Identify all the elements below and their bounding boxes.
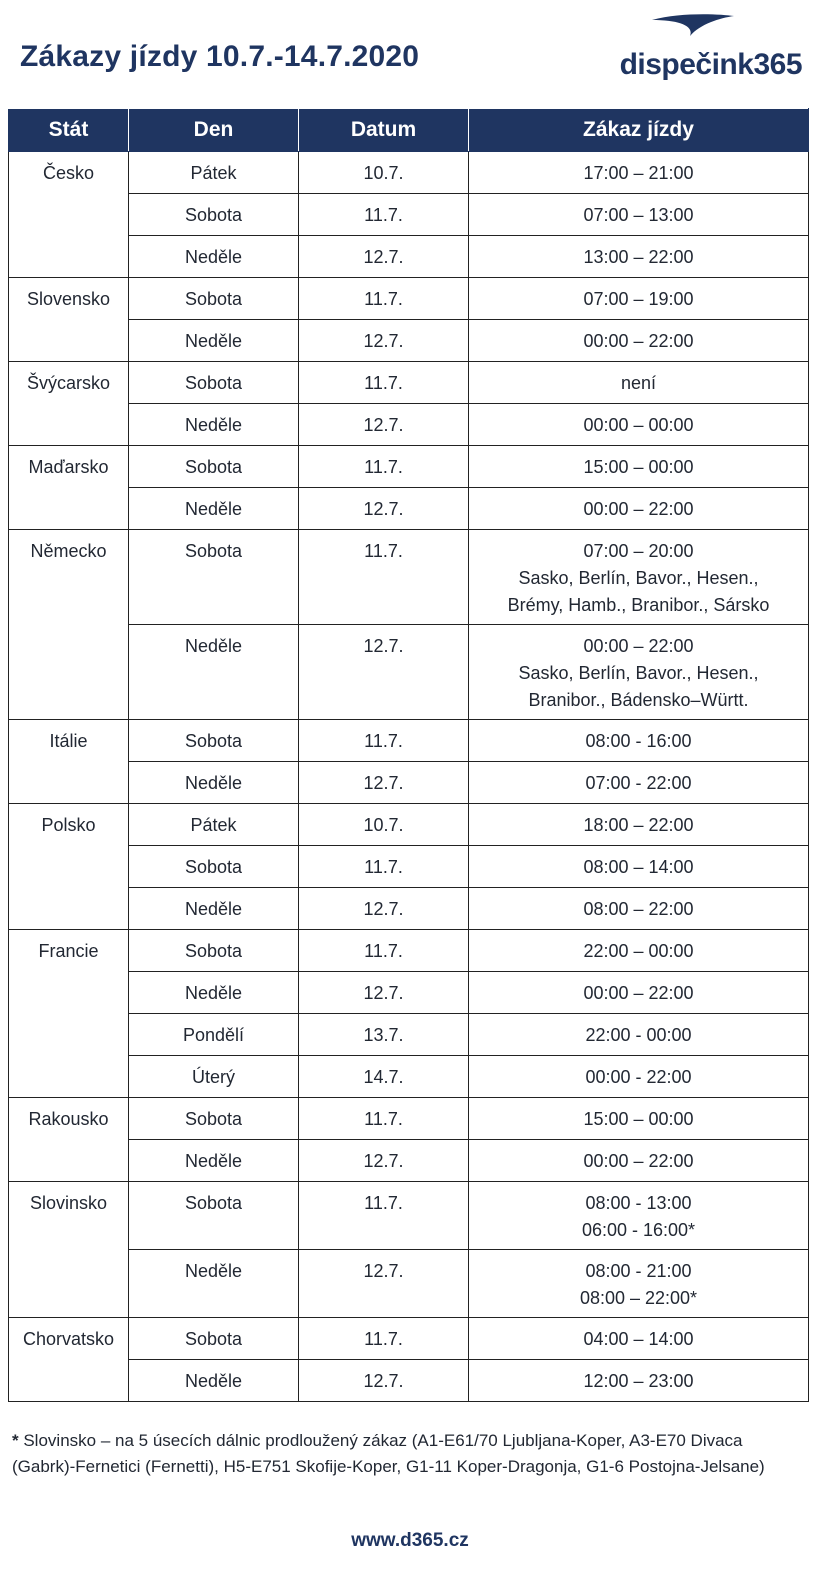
ban-cell: 18:00 – 22:00 [469, 804, 809, 846]
ban-cell: 08:00 - 16:00 [469, 720, 809, 762]
table-row [9, 1182, 809, 1250]
table-row [9, 278, 809, 320]
country-cell: Německo [9, 530, 129, 720]
date-cell: 12.7. [299, 762, 469, 804]
table-row [9, 625, 809, 720]
footnote [12, 1428, 802, 1480]
day-cell: Pátek [129, 152, 299, 194]
table-row [9, 530, 809, 625]
table-row [9, 846, 809, 888]
country-cell: Slovinsko [9, 1182, 129, 1318]
table-row [9, 720, 809, 762]
table-row [9, 1014, 809, 1056]
table-row [9, 1098, 809, 1140]
table-row [9, 930, 809, 972]
table-row [9, 320, 809, 362]
ban-cell: 07:00 - 22:00 [469, 762, 809, 804]
country-cell: Polsko [9, 804, 129, 930]
ban-cell: 00:00 – 00:00 [469, 404, 809, 446]
country-cell: Rakousko [9, 1098, 129, 1182]
date-cell: 12.7. [299, 320, 469, 362]
date-cell: 12.7. [299, 1140, 469, 1182]
day-cell: Sobota [129, 1182, 299, 1250]
ban-cell: 07:00 – 19:00 [469, 278, 809, 320]
table-row [9, 888, 809, 930]
day-cell: Sobota [129, 846, 299, 888]
ban-cell: 08:00 - 13:00 06:00 - 16:00* [469, 1182, 809, 1250]
table-row [9, 1250, 809, 1318]
date-cell: 11.7. [299, 1098, 469, 1140]
header-date: Datum [299, 109, 469, 152]
ban-cell: 00:00 - 22:00 [469, 1056, 809, 1098]
table-row [9, 1056, 809, 1098]
footnote-marker: * [12, 1431, 19, 1450]
table-row [9, 194, 809, 236]
date-cell: 11.7. [299, 720, 469, 762]
ban-cell: 12:00 – 23:00 [469, 1360, 809, 1402]
table-row [9, 152, 809, 194]
date-cell: 10.7. [299, 804, 469, 846]
table-row [9, 762, 809, 804]
day-cell: Sobota [129, 1098, 299, 1140]
table-row [9, 804, 809, 846]
ban-cell: 15:00 – 00:00 [469, 446, 809, 488]
ban-cell: 08:00 – 22:00 [469, 888, 809, 930]
country-cell: Francie [9, 930, 129, 1098]
ban-cell: 00:00 – 22:00 [469, 1140, 809, 1182]
date-cell: 12.7. [299, 972, 469, 1014]
day-cell: Neděle [129, 1360, 299, 1402]
day-cell: Sobota [129, 446, 299, 488]
day-cell: Neděle [129, 488, 299, 530]
ban-cell: 13:00 – 22:00 [469, 236, 809, 278]
day-cell: Neděle [129, 1250, 299, 1318]
day-cell: Neděle [129, 1140, 299, 1182]
ban-cell: 17:00 – 21:00 [469, 152, 809, 194]
logo-text: dispečink365 [619, 48, 802, 81]
ban-cell: 08:00 – 14:00 [469, 846, 809, 888]
date-cell: 11.7. [299, 446, 469, 488]
header-day: Den [129, 109, 299, 152]
day-cell: Neděle [129, 762, 299, 804]
date-cell: 14.7. [299, 1056, 469, 1098]
date-cell: 11.7. [299, 278, 469, 320]
header-country: Stát [9, 109, 129, 152]
day-cell: Neděle [129, 888, 299, 930]
day-cell: Sobota [129, 530, 299, 625]
date-cell: 12.7. [299, 888, 469, 930]
day-cell: Úterý [129, 1056, 299, 1098]
table-row [9, 972, 809, 1014]
table-header-row [9, 109, 809, 152]
ban-cell: 00:00 – 22:00 Sasko, Berlín, Bavor., Hesen., Branibor., Bádensko–Württ. [469, 625, 809, 720]
date-cell: 12.7. [299, 236, 469, 278]
footnote-text: Slovinsko – na 5 úsecích dálnic prodloužený zákaz (A1-E61/70 Ljubljana-Koper, A3-E70 Divaca (Gabrk)-Fernetici (Fernetti), H5-E751 Skofije-Koper, G1-11 Koper-Dragonja, G1-6 Postojna-Jelsane) [12, 1431, 765, 1476]
day-cell: Sobota [129, 362, 299, 404]
day-cell: Pondělí [129, 1014, 299, 1056]
ban-cell: 07:00 – 13:00 [469, 194, 809, 236]
country-cell: Slovensko [9, 278, 129, 362]
day-cell: Sobota [129, 1318, 299, 1360]
date-cell: 11.7. [299, 930, 469, 972]
table-row [9, 362, 809, 404]
driving-ban-table [8, 108, 809, 1402]
date-cell: 11.7. [299, 530, 469, 625]
ban-cell: 00:00 – 22:00 [469, 488, 809, 530]
ban-cell: 00:00 – 22:00 [469, 320, 809, 362]
date-cell: 12.7. [299, 488, 469, 530]
page-title: Zákazy jízdy 10.7.-14.7.2020 [20, 40, 420, 73]
date-cell: 11.7. [299, 194, 469, 236]
day-cell: Neděle [129, 625, 299, 720]
date-cell: 11.7. [299, 1318, 469, 1360]
ban-cell: 08:00 - 21:00 08:00 – 22:00* [469, 1250, 809, 1318]
table-row [9, 1360, 809, 1402]
ban-cell: 07:00 – 20:00 Sasko, Berlín, Bavor., Hesen., Brémy, Hamb., Branibor., Sársko [469, 530, 809, 625]
header-ban: Zákaz jízdy [469, 109, 809, 152]
table-row [9, 236, 809, 278]
day-cell: Sobota [129, 930, 299, 972]
ban-cell: 15:00 – 00:00 [469, 1098, 809, 1140]
day-cell: Neděle [129, 972, 299, 1014]
country-cell: Švýcarsko [9, 362, 129, 446]
ban-cell: 22:00 - 00:00 [469, 1014, 809, 1056]
day-cell: Neděle [129, 320, 299, 362]
day-cell: Pátek [129, 804, 299, 846]
swoosh-logo-icon [650, 14, 736, 38]
ban-cell: 22:00 – 00:00 [469, 930, 809, 972]
date-cell: 12.7. [299, 1360, 469, 1402]
table-row [9, 488, 809, 530]
date-cell: 12.7. [299, 1250, 469, 1318]
table-body [9, 152, 809, 1402]
ban-cell: 04:00 – 14:00 [469, 1318, 809, 1360]
footer-url[interactable]: www.d365.cz [351, 1530, 469, 1551]
day-cell: Sobota [129, 720, 299, 762]
date-cell: 13.7. [299, 1014, 469, 1056]
logo [592, 14, 802, 84]
table-row [9, 1318, 809, 1360]
country-cell: Česko [9, 152, 129, 278]
table-row [9, 446, 809, 488]
country-cell: Chorvatsko [9, 1318, 129, 1402]
date-cell: 11.7. [299, 1182, 469, 1250]
day-cell: Sobota [129, 194, 299, 236]
ban-cell: není [469, 362, 809, 404]
day-cell: Neděle [129, 404, 299, 446]
day-cell: Neděle [129, 236, 299, 278]
table-row [9, 1140, 809, 1182]
country-cell: Maďarsko [9, 446, 129, 530]
ban-cell: 00:00 – 22:00 [469, 972, 809, 1014]
table-row [9, 404, 809, 446]
country-cell: Itálie [9, 720, 129, 804]
date-cell: 12.7. [299, 625, 469, 720]
day-cell: Sobota [129, 278, 299, 320]
date-cell: 11.7. [299, 846, 469, 888]
date-cell: 10.7. [299, 152, 469, 194]
date-cell: 11.7. [299, 362, 469, 404]
date-cell: 12.7. [299, 404, 469, 446]
